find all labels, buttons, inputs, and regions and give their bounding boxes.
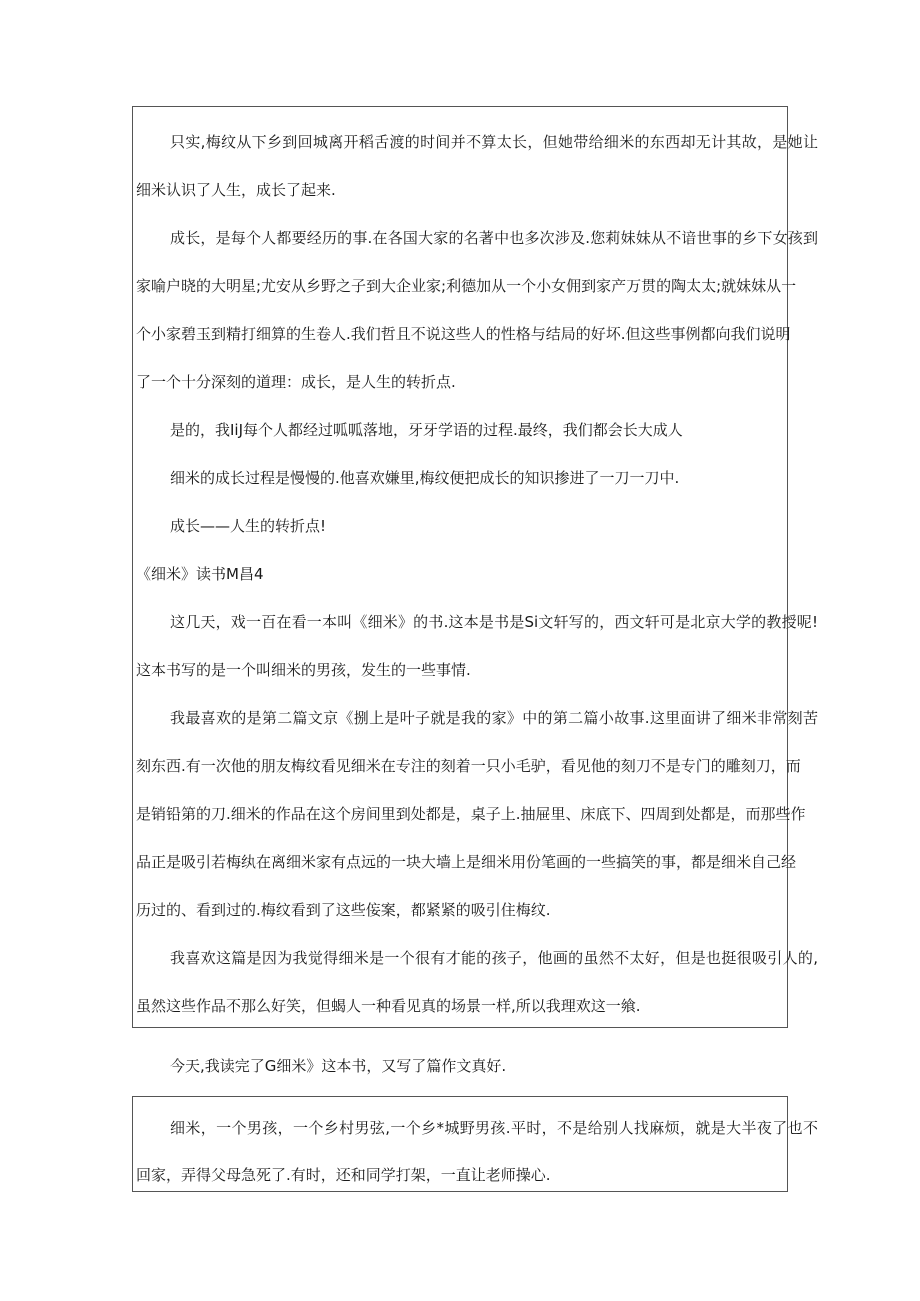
paragraph-7-line-4: 品正是吸引若梅纨在离细米家有点远的一块大墙上是细米用份笔画的一些搞笑的事，都是细米自己经	[136, 853, 797, 871]
paragraph-3: 是的，我IiJ每个人都经过呱呱落地，牙牙学语的过程.最终，我们都会长大成人	[170, 421, 683, 439]
paragraph-6-line-2: 这本书写的是一个叫细米的男孩，发生的一些事情.	[136, 661, 471, 679]
section-title: 《细米》读书M昌4	[136, 565, 264, 583]
paragraph-7-line-1: 我最喜欢的是第二篇文京《捌上是叶子就是我的家》中的第二篇小故事.这里面讲了细米非常刻苦	[170, 709, 818, 727]
paragraph-7-line-3: 是销铅第的刀.细米的作品在这个房间里到处都是，桌子上.抽屉里、床底下、四周到处都是，而那些作	[136, 805, 806, 823]
standalone-paragraph: 今天,我读完了G细米》这本书，又写了篇作文真好.	[170, 1057, 507, 1075]
paragraph-1-line-2: 细米认识了人生，成长了起来.	[136, 181, 336, 199]
paragraph-6-line-1: 这几天，戏一百在看一本叫《细米》的书.这本是书是Si文轩写的，西文轩可是北京大学的教授呢!	[170, 613, 818, 631]
paragraph-2-line-2: 家喻户晓的大明星;尤安从乡野之子到大企业家;利德加从一个小女佣到家产万贯的陶太太;就妹妹从一	[136, 277, 797, 295]
paragraph-8-line-1: 我喜欢这篇是因为我觉得细米是一个很有才能的孩子，他画的虽然不太好，但是也挺很吸引人的,	[170, 949, 818, 967]
text-box-1	[132, 106, 818, 1028]
text-box-2	[132, 1096, 818, 1192]
paragraph-8-line-2: 虽然这些作品不那么好笑，但蝎人一种看见真的场景一样,所以我理欢这一飨.	[136, 997, 641, 1015]
paragraph-9-line-2: 回家，弄得父母急死了.有时，还和同学打架，一直让老师操心.	[136, 1166, 551, 1184]
paragraph-4: 细米的成长过程是慢慢的.他喜欢嫌里,梅纹便把成长的知识掺进了一刀一刀中.	[170, 469, 680, 487]
paragraph-7-line-2: 刻东西.有一次他的朋友梅纹看见细米在专注的刻着一只小毛驴，看见他的刻刀不是专门的雕刻刀，而	[136, 757, 801, 775]
paragraph-2-line-4: 了一个十分深刻的道理：成长，是人生的转折点.	[136, 373, 456, 391]
paragraph-9-line-1: 细米，一个男孩，一个乡村男弦,一个乡*城野男孩.平时，不是给别人找麻烦，就是大半夜了也不	[170, 1119, 818, 1137]
paragraph-5: 成长——人生的转折点!	[170, 517, 327, 535]
paragraph-2-line-3: 个小家碧玉到精打细算的生卷人.我们哲且不说这些人的性格与结局的好坏.但这些事例都向我们说明	[136, 325, 791, 343]
paragraph-2-line-1: 成长，是每个人都要经历的事.在各国大家的名著中也多次涉及.您莉妹妹从不谙世事的乡下女孩到	[170, 229, 818, 247]
paragraph-7-line-5: 历过的、看到过的.梅纹看到了这些侫案，都紧紧的吸引住梅纹.	[136, 901, 551, 919]
paragraph-1-line-1: 只实,梅纹从下乡到回城离开稻舌渡的时间并不算太长，但她带给细米的东西却无计其故，是她让	[170, 133, 818, 151]
